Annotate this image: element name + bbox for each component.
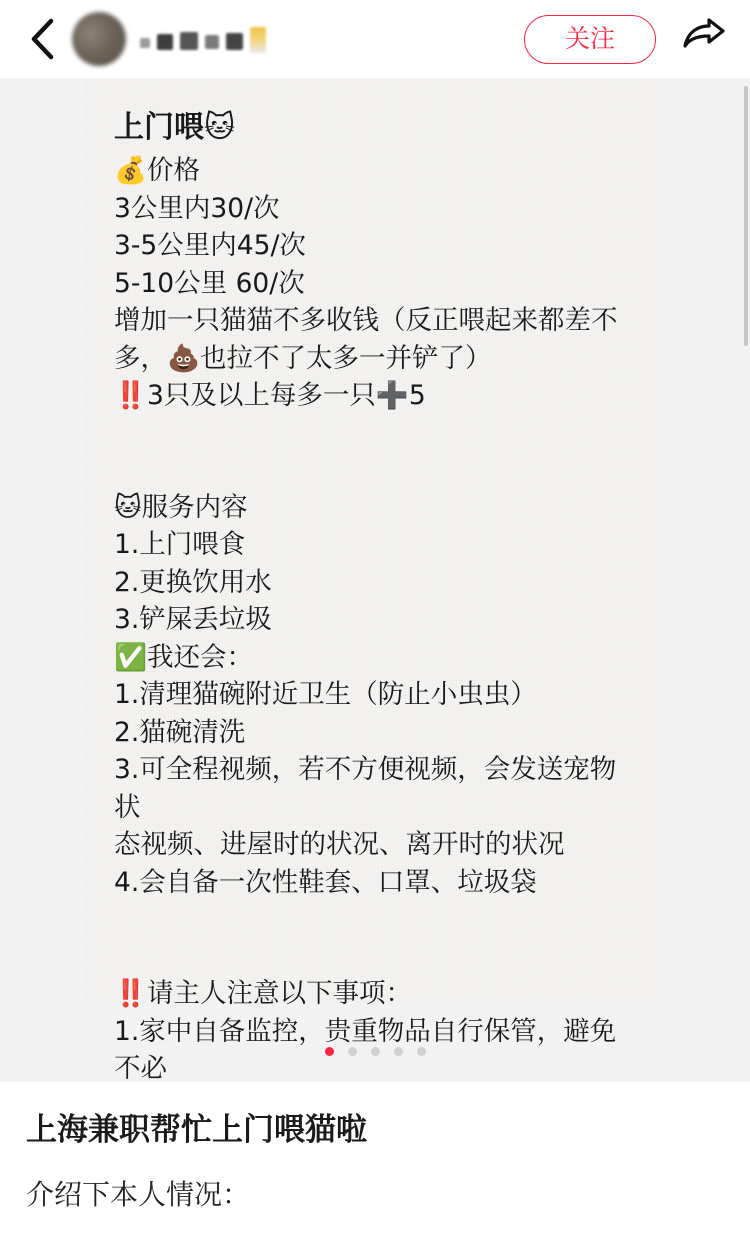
- note-line: 2.猫碗清洗: [114, 716, 246, 748]
- note-line: ‼️3只及以上每多一只➕5: [114, 380, 426, 411]
- author-info[interactable]: [72, 12, 266, 66]
- back-button[interactable]: [20, 17, 64, 61]
- chevron-left-icon: [29, 18, 55, 60]
- note-line: 🐱服务内容: [114, 491, 248, 523]
- author-name-masked: [140, 24, 266, 54]
- note-spacer: [114, 901, 636, 938]
- note-line: 1.清理猫碗附近卫生（防止小虫虫）: [114, 679, 537, 710]
- note-line: 多，💩也拉不了太多一并铲了）: [114, 342, 492, 374]
- post-image-carousel[interactable]: [0, 78, 750, 1082]
- note-line: 2.更换饮用水: [114, 566, 272, 598]
- mosaic-block: [250, 27, 266, 53]
- post-content: [0, 1082, 750, 1216]
- note-line: 3-5公里内45/次: [114, 230, 306, 261]
- note-spacer: [114, 415, 636, 452]
- note-line: 3.铲屎丢垃圾: [114, 604, 272, 635]
- note-line: ‼️请主人注意以下事项：: [114, 978, 412, 1009]
- note-line: 5-10公里 60/次: [114, 267, 305, 299]
- top-navigation-bar: [0, 0, 750, 78]
- note-image-content: [84, 78, 666, 1082]
- note-line: ✅我还会：: [114, 641, 253, 673]
- page-title: 上海兼职帮忙上门喂猫啦: [26, 1112, 367, 1147]
- mosaic-block: [180, 32, 198, 50]
- note-line: 1.上门喂食: [114, 529, 246, 560]
- carousel-dot[interactable]: [417, 1047, 426, 1056]
- carousel-dot[interactable]: [371, 1047, 380, 1056]
- share-icon: [682, 18, 726, 61]
- note-line: 4.会自备一次性鞋套、口罩、垃圾袋: [114, 866, 537, 898]
- note-spacer: [114, 452, 636, 489]
- note-line: 💰价格: [114, 155, 200, 186]
- scrollbar[interactable]: [744, 86, 748, 346]
- note-line: 3.可全程视频，若不方便视频，会发送宠物状: [114, 754, 617, 823]
- note-spacer: [114, 938, 636, 975]
- carousel-dot[interactable]: [348, 1047, 357, 1056]
- mosaic-block: [140, 38, 150, 48]
- avatar[interactable]: [72, 12, 126, 66]
- carousel-dot[interactable]: [394, 1047, 403, 1056]
- post-paragraph: 介绍下本人情况：: [26, 1179, 251, 1210]
- share-button[interactable]: [678, 13, 730, 65]
- note-line: 增加一只猫猫不多收钱（反正喂起来都差不: [114, 305, 618, 336]
- note-line: 态视频、进屋时的状况、离开时的状况: [114, 829, 565, 860]
- follow-button[interactable]: 关注: [524, 15, 656, 64]
- mosaic-block: [226, 33, 243, 50]
- note-line: 1.家中自备监控，贵重物品自行保管，避免不必: [114, 1015, 617, 1082]
- mosaic-block: [205, 35, 219, 49]
- carousel-dot[interactable]: [325, 1047, 334, 1056]
- note-title: 上门喂🐱: [114, 110, 236, 145]
- carousel-dots[interactable]: [0, 1047, 750, 1056]
- mosaic-block: [157, 34, 173, 50]
- note-line: 3公里内30/次: [114, 192, 280, 224]
